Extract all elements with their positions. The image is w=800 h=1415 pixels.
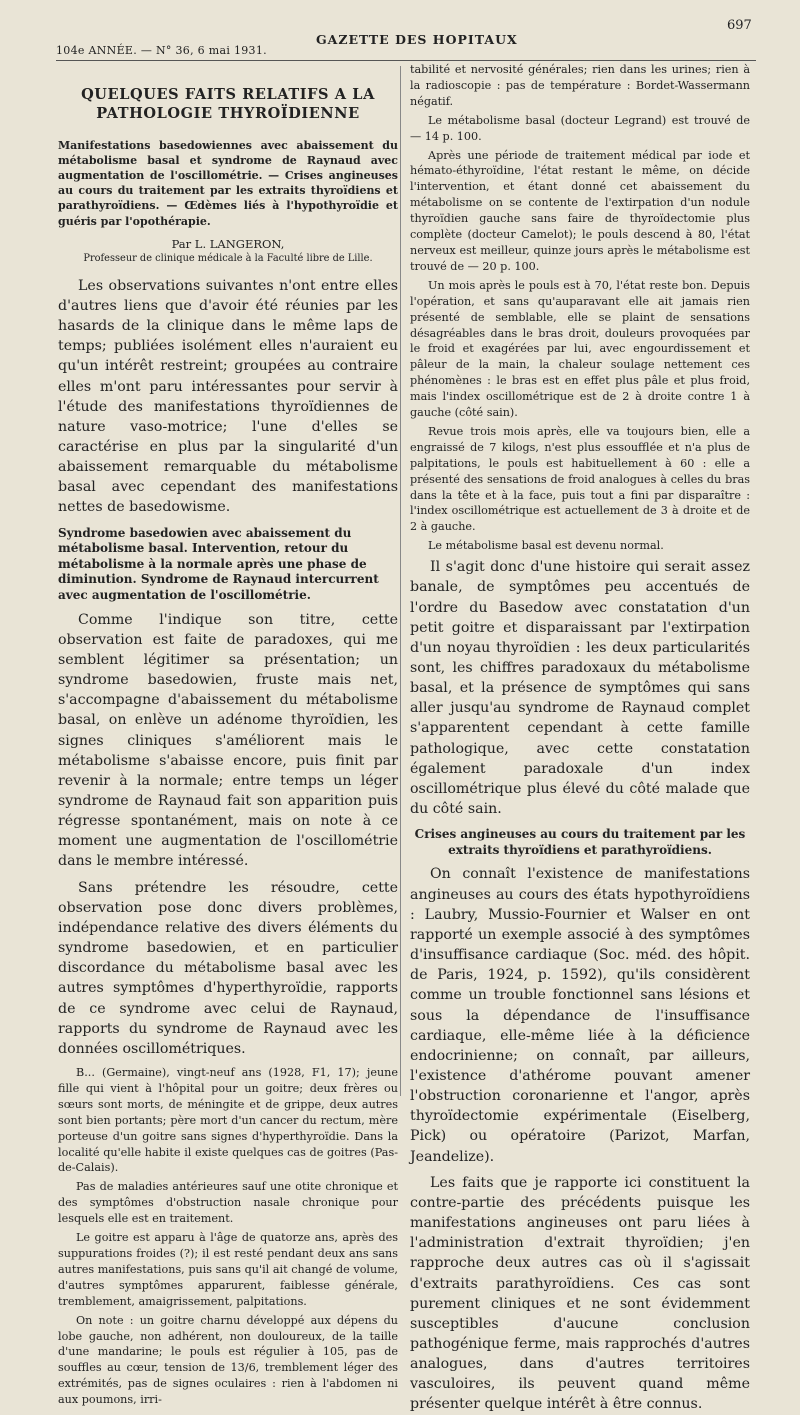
column-divider <box>400 66 401 1096</box>
paragraph: Les faits que je rapporte ici constituent la contre-partie des précédents puisque les manifestations angineuses ont paru liées à l'administration d'extrait thyroïdien; j'en rapproche deux autres cas où il s'agissait d'extraits parathyroïdiens. Ces cas sont purement cliniques et ne sont évidemment susceptibles d'aucune conclusion pathogénique ferme, mais rapprochés d'autres analogues, dans d'autres territoires vasculoires, ils peuvent quand même présenter quelque intérêt à être connus. <box>410 1174 750 1413</box>
case-paragraph: Revue trois mois après, elle va toujours bien, elle a engraissé de 7 kilogs, n'est plus essoufflée et n'a plus de palpitations, le pouls est habituellement à 60 : elle a présenté des sensations de froid analogues à celles du bras dans la tête et à la face, puis tout a fini par disparaître : l'index oscillométrique est actuellement de 3 à droite et de 2 à gauche. <box>410 424 750 534</box>
author-byline: Par L. LANGERON, <box>171 236 285 251</box>
case-paragraph: On note : un goitre charnu développé aux dépens du lobe gauche, non adhérent, non douloureux, de la taille d'une mandarine; le pouls est régulier à 105, pas de souffles au cœur, tension de 13/6, tremblement léger des extrémités, pas de signes oculaires : rien à l'abdomen ni aux poumons, irri- <box>58 1313 398 1407</box>
article-summary: Manifestations basedowiennes avec abaissement du métabolisme basal et syndrome de Raynaud avec augmentation de l'oscillométrie. — Crises angineuses au cours du traitement par les extraits thyroïdiens et parathyroïdiens. — Œdèmes liés à l'hypothyroïdie et guéris par l'opothérapie. <box>58 138 398 228</box>
case-paragraph: Le métabolisme basal (docteur Legrand) est trouvé de — 14 p. 100. <box>410 113 750 143</box>
paragraph: Comme l'indique son titre, cette observation est faite de paradoxes, qui me semblent légitimer sa présentation; un syndrome basedowien, fruste mais net, s'accompagne d'abaissement du métabolisme basal, on enlève un adénome thyroïdien, les signes cliniques s'améliorent mais le métabolisme s'abaisse encore, puis finit par revenir à la normale; entre temps un léger syndrome de Raynaud fait son apparition puis régresse spontanément, mais on note à ce moment une augmentation de l'oscillométrie dans le membre intéressé. <box>58 611 398 870</box>
section-heading: Syndrome basedowien avec abaissement du métabolisme basal. Intervention, retour du métabolisme à la normale après une phase de diminution. Syndrome de Raynaud intercurrent avec augmentation de l'oscillométrie. <box>58 525 379 602</box>
journal-title: GAZETTE DES HOPITAUX <box>316 32 518 47</box>
header-rule <box>56 60 756 61</box>
case-paragraph: Pas de maladies antérieures sauf une otite chronique et des symptômes d'obstruction nasale chronique pour lesquels elle est en traitement. <box>58 1180 398 1226</box>
case-paragraph: tabilité et nervosité générales; rien dans les urines; rien à la radioscopie : pas de température : Bordet-Wassermann négatif. <box>410 63 750 108</box>
article-title: QUELQUES FAITS RELATIFS A LA PATHOLOGIE THYROÏDIENNE <box>81 86 375 122</box>
case-paragraph: Un mois après le pouls est à 70, l'état reste bon. Depuis l'opération, et sans qu'auparavant elle ait jamais rien présenté de semblable, elle se plaint de sensations désagréables dans le bras droit, douleurs provoquées par le froid et exagérées par lui, avec engourdissement et pâleur de la main, la chaleur soulage nettement ces phénomènes : le bras est en effet plus pâle et plus froid, mais l'index oscillométrique est de 2 à droite contre 1 à gauche (côté sain). <box>410 278 750 420</box>
left-column <box>58 72 398 1407</box>
case-paragraph: Le métabolisme basal est devenu normal. <box>428 539 664 553</box>
issue-line: 104e ANNÉE. — N° 36, 6 mai 1931. <box>56 44 267 57</box>
paragraph: Sans prétendre les résoudre, cette observation pose donc divers problèmes, indépendance relative des divers éléments du syndrome basedowien, et en particulier discordance du métabolisme basal avec les autres symptômes d'hyperthyroïdie, rapports de ce syndrome avec celui de Raynaud, rapports du syndrome de Raynaud avec les données oscillométriques. <box>58 879 398 1057</box>
paragraph: Il s'agit donc d'une histoire qui serait assez banale, de symptômes peu accentués de l'ordre du Basedow avec constatation d'un petit goitre et disparaissant par l'extirpation d'un noyau thyroïdien : les deux particularités sont, les chiffres paradoxaux du métabolisme basal, et la présence de symptômes qui sans aller jusqu'au syndrome de Raynaud complet s'apparentent cependant à cette famille pathologique, avec cette constatation également paradoxale d'un index oscillométrique plus élevé du côté malade que du côté sain. <box>410 559 750 818</box>
author-affiliation: Professeur de clinique médicale à la Faculté libre de Lille. <box>83 252 373 264</box>
case-paragraph: B... (Germaine), vingt-neuf ans (1928, F1, 17); jeune fille qui vient à l'hôpital pour un goitre; deux frères ou sœurs sont morts, de méningite et de grippe, deux autres sont bien portants; père mort d'un cancer du rectum, mère porteuse d'un goitre sans signes d'hyperthyroïdie. Dans la localité qu'elle habite il existe quelques cas de goitres (Pas-de-Calais). <box>58 1066 398 1175</box>
paragraph: Les observations suivantes n'ont entre elles d'autres liens que d'avoir été réunies par les hasards de la clinique dans le même laps de temps; publiées isolément elles n'auraient eu qu'un intérêt restreint; groupées au contraire elles m'ont paru intéressantes pour servir à l'étude des manifestations thyroïdiennes de nature vaso-motrice; l'une d'elles se caractérise en plus par la singularité d'un abaissement remarquable du métabolisme basal avec cependant des manifestations nettes de basedowisme. <box>58 277 398 516</box>
case-paragraph: Le goitre est apparu à l'âge de quatorze ans, après des suppurations froides (?); il est resté pendant deux ans sans autres manifestations, puis sans qu'il ait changé de volume, d'autres symptômes apparurent, faiblesse générale, tremblement, amaigrissement, palpitations. <box>58 1231 398 1308</box>
page-number: 697 <box>727 18 752 33</box>
paragraph: On connaît l'existence de manifestations angineuses au cours des états hypothyroïdiens : Laubry, Mussio-Fournier et Walser en ont rapporté un exemple associé à des symptômes d'insuffisance cardiaque (Soc. méd. des hôpit. de Paris, 1924, p. 1592), qu'ils considèrent comme un trouble fonctionnel sans lésions et sous la dépendance de l'insuffisance cardiaque, elle-même liée à la déficience endocrinienne; on connaît, par ailleurs, l'existence d'athérome pouvant amener l'obstruction coronarienne et l'angor, après thyroïdectomie expérimentale (Eiselberg, Pick) ou opératoire (Parizot, Marfan, Jeandelize). <box>410 866 750 1165</box>
right-column <box>410 62 750 1413</box>
case-paragraph: Après une période de traitement médical par iode et hémato-éthyroïdine, l'état restant le même, on décide l'intervention, et étant donné cet abaissement du métabolisme on se contente de l'extirpation d'un nodule thyroïdien gauche sans faire de thyroïdectomie plus complète (docteur Camelot); le pouls descend à 80, l'état nerveux est meilleur, quinze jours après le métabolisme est trouvé de — 20 p. 100. <box>410 148 750 273</box>
section-heading: Crises angineuses au cours du traitement par les extraits thyroïdiens et parathyroïdiens. <box>414 827 746 857</box>
